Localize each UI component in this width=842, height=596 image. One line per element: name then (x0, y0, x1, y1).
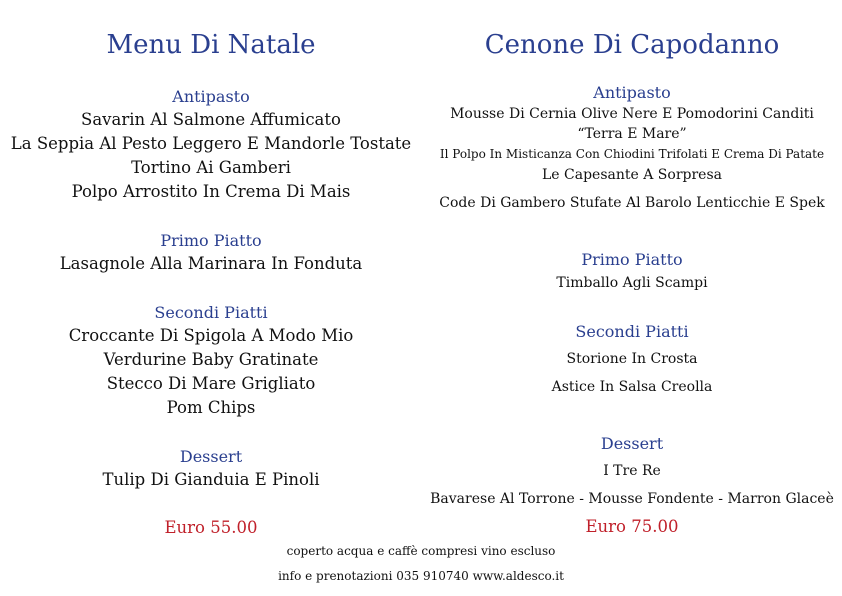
natale-antipasto-item: Tortino Ai Gamberi (131, 158, 291, 177)
natale-antipasto-item: Polpo Arrostito In Crema Di Mais (71, 182, 351, 201)
capodanno-secondi-item: Astice In Salsa Creolla (551, 379, 713, 395)
natale-antipasto-heading: Antipasto (172, 87, 250, 106)
capodanno-secondi-heading: Secondi Piatti (575, 322, 689, 341)
capodanno-antipasto-item: Mousse Di Cernia Olive Nere E Pomodorini Canditi (450, 106, 814, 122)
natale-secondi-item: Pom Chips (166, 398, 256, 417)
natale-primo-heading: Primo Piatto (160, 231, 262, 250)
footer-contact-info: info e prenotazioni 035 910740 www.aldesco.it (278, 569, 564, 583)
natale-secondi-item: Stecco Di Mare Grigliato (106, 374, 316, 393)
footer-cover-note: coperto acqua e caffè compresi vino escluso (286, 544, 556, 558)
natale-title: Menu Di Natale (106, 30, 316, 60)
natale-dessert-item: Tulip Di Gianduia E Pinoli (102, 470, 320, 489)
capodanno-antipasto-heading: Antipasto (593, 83, 671, 102)
capodanno-antipasto-item: Le Capesante A Sorpresa (542, 167, 722, 183)
capodanno-title: Cenone Di Capodanno (484, 30, 780, 60)
natale-secondi-item: Verdurine Baby Gratinate (103, 350, 319, 369)
capodanno-antipasto-item: Code Di Gambero Stufate Al Barolo Lenticchie E Spek (439, 195, 825, 211)
capodanno-antipasto-item: “Terra E Mare” (577, 126, 687, 142)
natale-secondi-item: Croccante Di Spigola A Modo Mio (68, 326, 354, 345)
natale-secondi-heading: Secondi Piatti (154, 303, 268, 322)
capodanno-secondi-item: Storione In Crosta (566, 351, 698, 367)
capodanno-antipasto-item: Il Polpo In Misticanza Con Chiodini Trifolati E Crema Di Patate (439, 147, 825, 161)
capodanno-primo-item: Timballo Agli Scampi (556, 275, 708, 291)
capodanno-price: Euro 75.00 (585, 517, 679, 536)
natale-antipasto-item: La Seppia Al Pesto Leggero E Mandorle Tostate (10, 134, 412, 153)
natale-price: Euro 55.00 (164, 518, 258, 537)
capodanno-dessert-item: Bavarese Al Torrone - Mousse Fondente - Marron Glaceè (430, 491, 834, 507)
natale-antipasto-item: Savarin Al Salmone Affumicato (81, 110, 341, 129)
natale-primo-item: Lasagnole Alla Marinara In Fonduta (59, 254, 363, 273)
capodanno-primo-heading: Primo Piatto (581, 250, 683, 269)
capodanno-dessert-item: I Tre Re (603, 463, 661, 479)
capodanno-dessert-heading: Dessert (600, 434, 664, 453)
natale-dessert-heading: Dessert (179, 447, 243, 466)
